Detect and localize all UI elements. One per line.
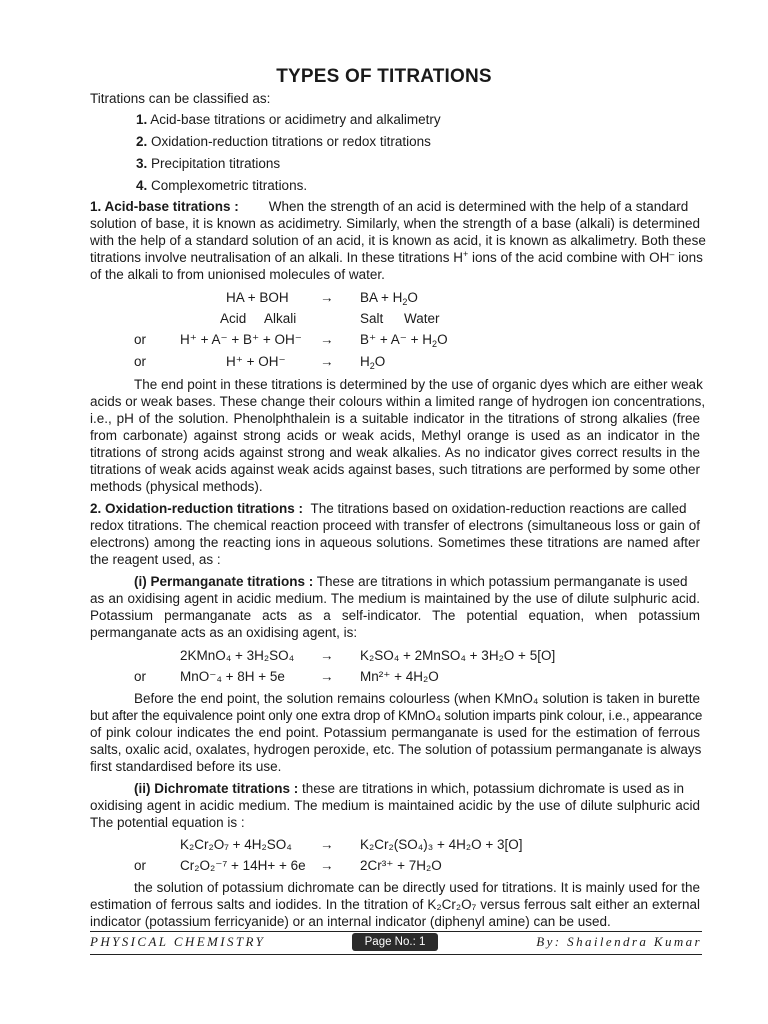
paragraph-line: indicator (potassium ferricyanide) or an internal indicator (diphenyl amine) can be used. [90,914,611,929]
label-alkali: Alkali [264,311,297,326]
or-label: or [134,858,147,873]
section-acid-base-line: 1. Acid-base titrations : When the strength of an acid is determined with the help of a standard [90,199,689,214]
paragraph-line: with the help of a standard solution of an acid, it is known as acid, it is known as alkalimetry. Both these [90,233,706,248]
arrow-icon: → [320,837,334,852]
footer-subject: PHYSICAL CHEMISTRY [90,934,266,949]
arrow-icon: → [320,332,334,347]
arrow-icon: → [320,290,334,305]
page-title: TYPES OF TITRATIONS [276,66,492,87]
label-salt: Salt [360,311,384,326]
section-heading: 2. Oxidation-reduction titrations : [90,501,304,516]
paragraph-line: The potential equation is : [90,815,245,830]
or-label: or [134,332,147,347]
paragraph-line: titrations of strong acids against strong and weak alkalies. As no indicator gives correct results in the [90,445,700,460]
paragraph-line: of the alkali to from unionised molecules of water. [90,267,385,282]
paragraph-line: i.e., pH of the solution. Phenolphthalein is a suitable indicator in the titrations of strong alkalies (free [90,411,700,426]
equation-right: $H_2O$ [360,354,386,371]
equation-right: K₂SO₄ + 2MnSO₄ + 3H₂O + 5[O] [360,648,556,663]
page-number-badge: Page No.: 1 [352,933,438,951]
equation-left: HA + BOH [226,290,289,305]
equation-right: BA + $H_2O$ [360,290,418,307]
equation-right: Mn²⁺ + 4H₂O [360,669,439,684]
paragraph-line: as an oxidising agent in acidic medium. The medium is maintained by the use of dilute sulphuric acid. [90,591,700,606]
list-item: 1. Acid-base titrations or acidimetry and alkalimetry [136,112,441,127]
section-heading: 1. Acid-base titrations : [90,199,239,214]
paragraph-line: methods (physical methods). [90,479,263,494]
equation-left: K₂Cr₂O₇ + 4H₂SO₄ [180,837,292,852]
paragraph-line: but after the equivalence point only one extra drop of KMnO₄ solution imparts pink colour, i.e., appearance [90,708,703,723]
paragraph-line: The end point in these titrations is determined by the use of organic dyes which are either weak [134,377,703,392]
subsection-permanganate-line: (i) Permanganate titrations : These are titrations in which potassium permanganate is used [134,574,688,589]
footer-rule [90,954,702,955]
arrow-icon: → [320,669,334,684]
equation-left: Cr₂O₂⁻⁷ + 14H+ + 6e [180,858,306,873]
paragraph-line: of pink colour indicates the end point. Potassium permanganate is used for the estimation of ferrous [90,725,700,740]
paragraph-line: first standardised before its use. [90,759,282,774]
paragraph-line: the solution of potassium dichromate can be directly used for titrations. It is mainly used for the [134,880,700,895]
equation-left: H⁺ + A⁻ + B⁺ + OH⁻ [180,332,302,347]
paragraph-line: acids or weak bases. These change their colours within a limited range of hydrogen ion concentrations, [90,394,706,409]
subsection-dichromate-line: (ii) Dichromate titrations : these are titrations in which, potassium dichromate is used as in [134,781,684,796]
paragraph-line: estimation of ferrous salts and iodides. In the titration of K₂Cr₂O₇ versus ferrous salt either an external [90,897,700,912]
section-redox-line: 2. Oxidation-reduction titrations : The titrations based on oxidation-reduction reactions are called [90,501,687,516]
or-label: or [134,354,147,369]
equation-right: $B^+ + A^- + H_2O$ [360,332,448,349]
list-item: 3. Precipitation titrations [136,156,281,171]
paragraph-line: solution of base, it is known as acidimetry. Similarly, when the strength of a base (alkali) is determined [90,216,700,231]
subsection-heading: (i) Permanganate titrations : [134,574,314,589]
paragraph-line: titrations of weak acids against weak acids against bases, such titrations are performed by some other [90,462,701,477]
equation-right: K₂Cr₂(SO₄)₃ + 4H₂O + 3[O] [360,837,523,852]
list-item: 2. Oxidation-reduction titrations or redox titrations [136,134,431,149]
intro-text: Titrations can be classified as: [90,91,271,106]
paragraph-line: electrons) among the reacting ions in aqueous solutions. Sometimes these titrations are named after [90,535,700,550]
equation-left: 2KMnO₄ + 3H₂SO₄ [180,648,295,663]
paragraph-line: the reagent used, as : [90,552,221,567]
or-label: or [134,669,147,684]
equation-right: 2Cr³⁺ + 7H₂O [360,858,442,873]
list-item: 4. Complexometric titrations. [136,178,308,193]
footer-author: By: Shailendra Kumar [536,934,702,949]
label-water: Water [404,311,440,326]
paragraph-line: from carbonate) against strong acids or weak acids, Methyl orange is used as an indicator in the [90,428,700,443]
footer-rule [90,931,702,932]
equation-left: MnO⁻₄ + 8H + 5e [180,669,285,684]
label-acid: Acid [220,311,247,326]
arrow-icon: → [320,858,334,873]
subsection-heading: (ii) Dichromate titrations : [134,781,299,796]
arrow-icon: → [320,648,334,663]
paragraph-line: Before the end point, the solution remains colourless (when KMnO₄ solution is taken in burette [134,691,700,706]
paragraph-line: Potassium permanganate acts as a self-indicator. The potential equation, when potassium [90,608,700,623]
paragraph-line: titrations involve neutralisation of an alkali. In these titrations H+ ions of the acid combine with OH– ions [90,249,703,265]
paragraph-line: oxidising agent in acidic medium. The medium is maintained acidic by the use of dilute sulphuric acid [90,798,700,813]
paragraph-line: permanganate acts as an oxidising agent, is: [90,625,358,640]
equation-left: H⁺ + OH⁻ [226,354,286,369]
arrow-icon: → [320,354,334,369]
paragraph-line: redox titrations. The chemical reaction proceed with transfer of electrons (simultaneous loss or gain of [90,518,700,533]
paragraph-line: salts, oxalic acid, oxalates, hydrogen peroxide, etc. The solution of potassium permanganate is always [90,742,702,757]
